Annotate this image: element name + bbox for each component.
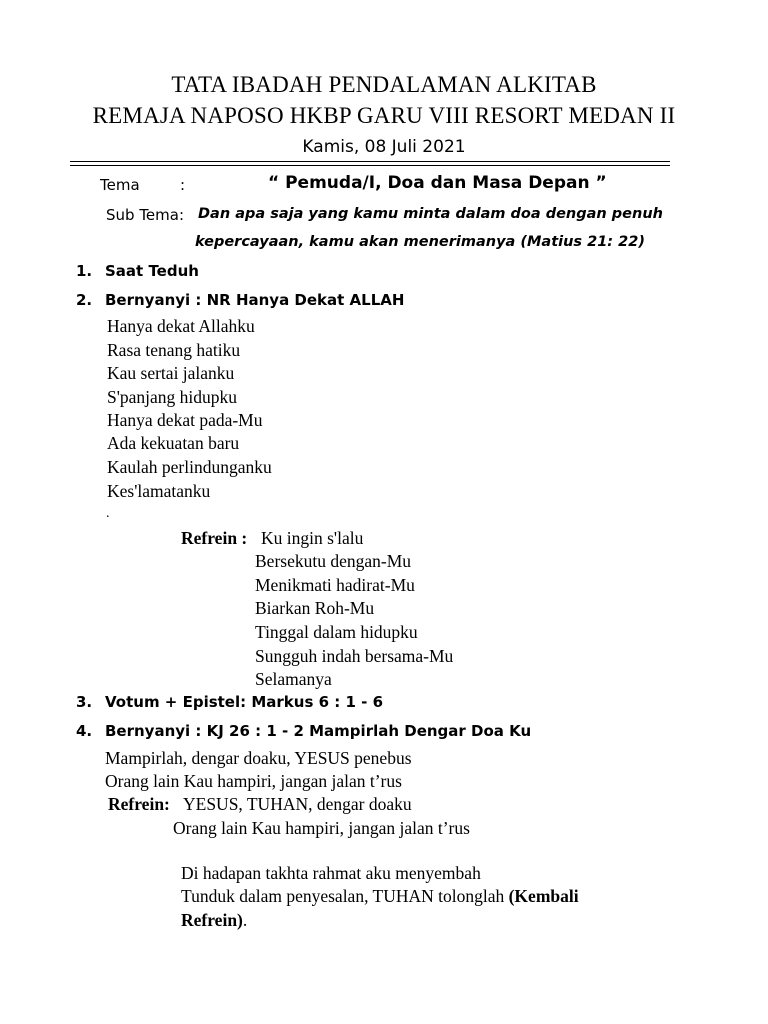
song2-refrain-label: Refrein: — [108, 794, 170, 814]
item-number: 1. — [76, 262, 93, 280]
document-title-line1: TATA IBADAH PENDALAMAN ALKITAB — [171, 72, 597, 97]
song1-verse-line: Rasa tenang hatiku — [107, 340, 241, 360]
header-divider-top — [70, 161, 670, 162]
song1-refrain-line: Ku ingin s'lalu — [261, 528, 364, 548]
song2-verse2-line: Di hadapan takhta rahmat aku menyembah — [181, 863, 481, 883]
song1-refrain-label: Refrein : — [181, 528, 248, 548]
song2-verse2-line-2 — [181, 886, 579, 907]
item-number: 4. — [76, 722, 93, 740]
song1-verse-line: Kau sertai jalanku — [107, 363, 235, 383]
song1-refrain-line: Biarkan Roh-Mu — [255, 598, 375, 618]
tema-colon: : — [180, 176, 186, 194]
kembali-refrein-part1: (Kembali — [508, 886, 579, 906]
song1-verse-line: Ada kekuatan baru — [107, 433, 240, 453]
song1-verse-line: S'panjang hidupku — [107, 387, 238, 407]
song1-refrain-line: Menikmati hadirat-Mu — [255, 575, 415, 595]
item-bernyanyi-nr: Bernyanyi : NR Hanya Dekat ALLAH — [105, 291, 405, 309]
song1-refrain-line: Tinggal dalam hidupku — [255, 622, 418, 642]
subtema-line1: Dan apa saja yang kamu minta dalam doa dengan penuh — [198, 206, 663, 222]
song2-refrain-line: Orang lain Kau hampiri, jangan jalan t’rus — [173, 818, 470, 838]
song2-verse-line: Mampirlah, dengar doaku, YESUS penebus — [105, 748, 412, 768]
song1-refrain-line: Bersekutu dengan-Mu — [255, 551, 412, 571]
tema-value: “ Pemuda/I, Doa dan Masa Depan ” — [268, 173, 607, 193]
song1-verse-line: Kes'lamatanku — [107, 481, 211, 501]
item-saat-teduh: Saat Teduh — [105, 262, 199, 280]
song1-verse-line: Hanya dekat pada-Mu — [107, 410, 263, 430]
subtema-label: Sub Tema: — [106, 206, 185, 224]
tema-label: Tema — [100, 176, 140, 194]
document-title-line2: REMAJA NAPOSO HKBP GARU VIII RESORT MEDAN II — [92, 103, 676, 128]
song2-verse2-text: Tunduk dalam penyesalan, TUHAN tolonglah — [181, 886, 509, 906]
kembali-refrein-part2: Refrein) — [181, 910, 243, 930]
item-number: 3. — [76, 693, 93, 711]
item-votum-epistel: Votum + Epistel: Markus 6 : 1 - 6 — [105, 693, 384, 711]
header-divider-bottom — [70, 165, 670, 166]
song1-refrain-line: Selamanya — [255, 669, 332, 689]
kembali-refrein-period: . — [242, 910, 248, 930]
song1-verse-line: Hanya dekat Allahku — [107, 316, 255, 336]
song2-verse-line: Orang lain Kau hampiri, jangan jalan t’rus — [105, 771, 402, 791]
separator-dot: . — [106, 506, 110, 521]
item-number: 2. — [76, 291, 93, 309]
song2-kembali-line — [181, 910, 247, 931]
item-bernyanyi-kj: Bernyanyi : KJ 26 : 1 - 2 Mampirlah Dengar Doa Ku — [105, 722, 532, 740]
subtema-line2: kepercayaan, kamu akan menerimanya (Matius 21: 22) — [195, 234, 645, 250]
song1-refrain-line: Sungguh indah bersama-Mu — [255, 646, 454, 666]
song2-refrain-line: YESUS, TUHAN, dengar doaku — [183, 794, 412, 814]
document-date: Kamis, 08 Juli 2021 — [302, 137, 466, 157]
song1-verse-line: Kaulah perlindunganku — [107, 457, 272, 477]
